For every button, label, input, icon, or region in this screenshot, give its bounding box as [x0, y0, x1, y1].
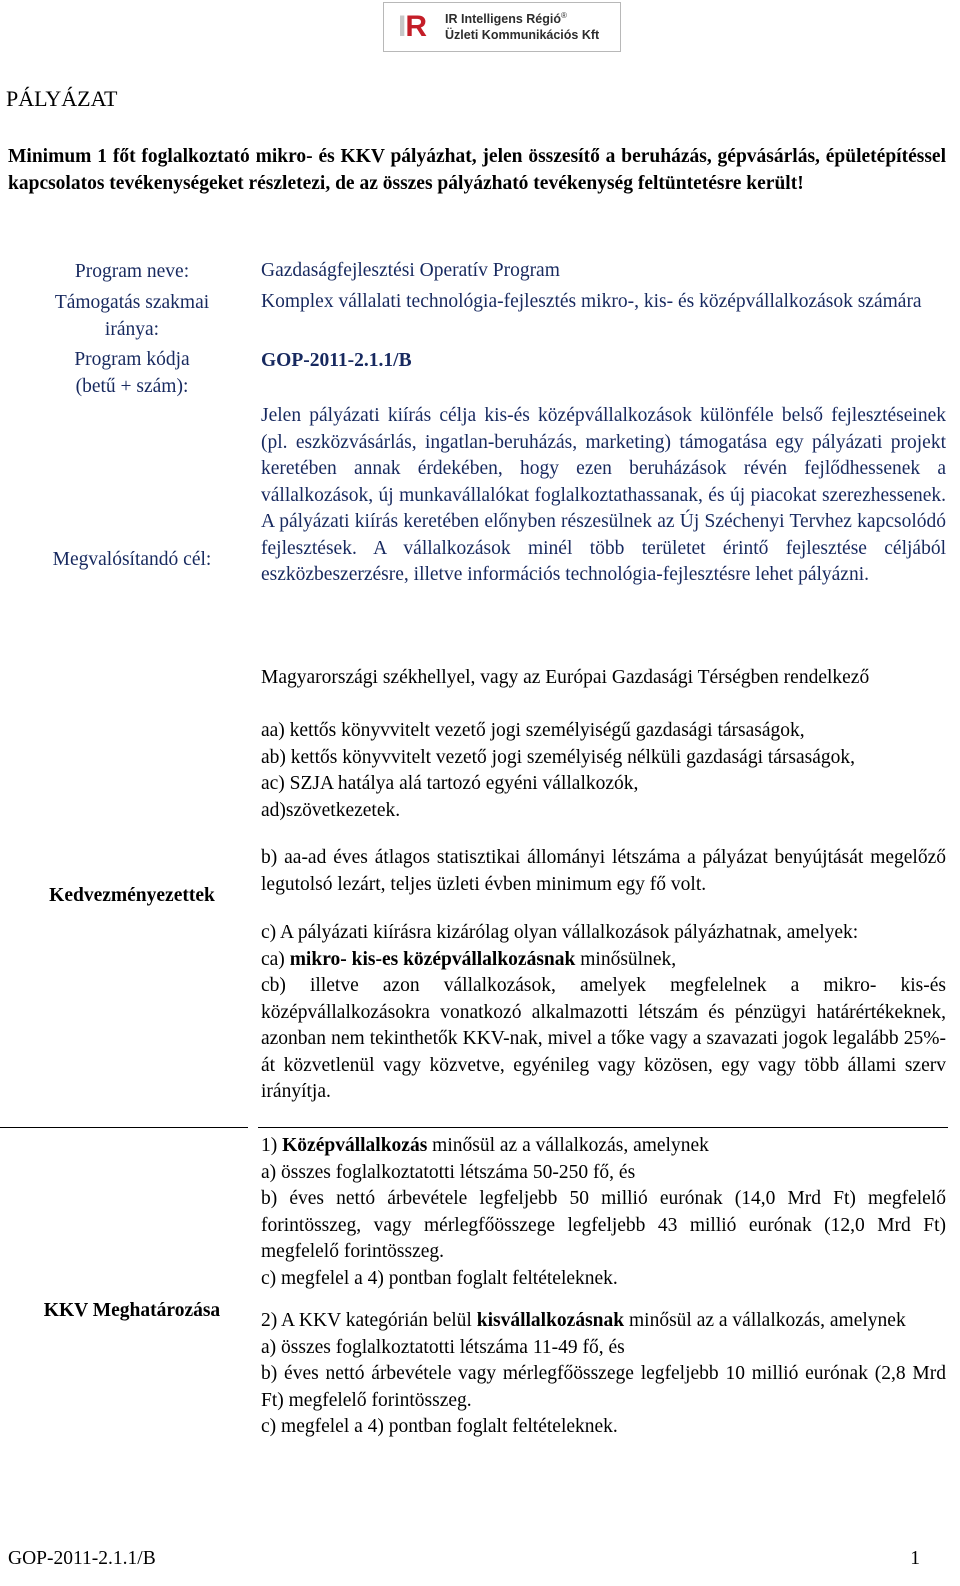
page-heading: PÁLYÁZAT — [6, 86, 118, 111]
direction-label-line1: Támogatás szakmai — [54, 292, 210, 313]
direction-value — [261, 289, 946, 316]
beneficiaries-b — [261, 845, 946, 898]
logo-mark-i: I — [398, 10, 406, 43]
kkv-point2 — [261, 1308, 946, 1441]
program-code-label — [8, 346, 256, 400]
beneficiaries-list — [261, 718, 946, 824]
direction-label-line2: iránya: — [104, 319, 160, 340]
logo-line1 — [445, 11, 567, 26]
direction-label — [8, 289, 256, 343]
footer-code: GOP-2011-2.1.1/B — [8, 1548, 156, 1569]
table-divider-left — [0, 1127, 248, 1128]
intro-notice: Minimum 1 főt foglalkoztató mikro- és KKV pályázhat, jelen összesítő a beruházás, gépvásárlás, épületépítéssel kapcsolatos tevékenységeket részletezi, de az összes pályázható tevékenység feltüntetésre került! — [8, 146, 946, 194]
program-name-label: Program neve: — [74, 261, 190, 282]
kkv-p2-bold: kisvállalkozásnak — [476, 1310, 625, 1331]
page-number: 1 — [910, 1548, 920, 1569]
kkv-p1-head — [261, 1133, 946, 1160]
logo-line2: Üzleti Kommunikációs Kft — [445, 28, 600, 42]
beneficiary-item: aa) kettős könyvvitelt vezető jogi személyiségű gazdasági társaságok, — [261, 720, 805, 741]
goal-value-text: Jelen pályázati kiírás célja kis-és középvállalkozások különféle belső fejlesztéseinek (pl. eszközvásárlás, ingatlan-beruházás, marketing) támogatása egy pályázati projekt keretében annak érdekében, hogy ezen beruházások révén fejlődhessenek a vállalkozások, új munkavállalókat foglalkoztathassanak, és új piacokat szerezhessenek. A pályázati kiírás keretében előnyben részesülnek az Új Széchenyi Tervhez kapcsolódó fejlesztések. A vállalkozások minél több területet érintő fejlesztése céljából eszközbeszerzésre, illetve információs technológia-fejlesztésre lehet pályázni. — [261, 405, 946, 585]
kkv-p2-a: a) összes foglalkoztatotti létszáma 11-49 fő, és — [261, 1336, 625, 1358]
kkv-p1-c: c) megfelel a 4) pontban foglalt feltételeknek. — [261, 1267, 618, 1289]
registered-mark: ® — [561, 11, 567, 20]
ca-prefix: ca) — [261, 948, 290, 970]
kkv-p2-b: b) éves nettó árbevétele vagy mérlegfőösszege legfeljebb 10 millió eurónak (2,8 Mrd Ft) megfelelő forintösszeg. — [261, 1363, 946, 1411]
kkv-p2-head — [261, 1308, 946, 1335]
ca-bold: mikro- kis-es középvállalkozásnak — [289, 948, 576, 970]
kkv-point1 — [261, 1133, 946, 1292]
logo-mark-r: R — [405, 10, 427, 43]
beneficiaries-intro — [261, 665, 946, 692]
beneficiaries-ca — [261, 947, 946, 974]
beneficiary-item: ad)szövetkezetek. — [261, 799, 401, 821]
direction-value-text: Komplex vállalati technológia-fejlesztés mikro-, kis- és középvállalkozások számára — [261, 291, 922, 312]
kkv-p2-suffix: minősül az a vállalkozás, amelynek — [624, 1310, 906, 1331]
beneficiaries-cb: cb) illetve azon vállalkozások, amelyek megfelelnek a mikro- kis-és középvállalkozásokra vonatkozó alkalmazotti létszám és pénzügyi határértékeknek, azonban nem tekinthetők KKV-nak, mivel a tőke vagy a szavazati jogok legalább 25%-át közvetlenül vagy közvetve, egyénileg vagy közösen, egy vagy több állami szerv irányítja. — [261, 975, 946, 1102]
goal-label: Megvalósítandó cél: — [52, 549, 212, 570]
company-logo — [383, 2, 621, 52]
kkv-p1-suffix: minősül az a vállalkozás, amelynek — [427, 1135, 709, 1156]
kkv-p1-a: a) összes foglalkoztatotti létszáma 50-250 fő, és — [261, 1161, 636, 1183]
logo-mark — [398, 9, 426, 45]
beneficiaries-c — [261, 920, 946, 1106]
ca-suffix: minősülnek, — [575, 948, 677, 970]
beneficiaries-b-text: b) aa-ad éves átlagos statisztikai állományi létszáma a pályázat benyújtását megelőző legutolsó lezárt, teljes üzleti évben minimum egy fő volt. — [261, 847, 946, 895]
kkv-p1-prefix: 1) — [261, 1135, 283, 1156]
kkv-p1-b: b) éves nettó árbevétele legfeljebb 50 millió eurónak (14,0 Mrd Ft) megfelelő forintösszeg, vagy mérlegfőösszege legfeljebb 43 millió eurónak (12,0 Mrd Ft) megfelelő forintösszeg. — [261, 1188, 946, 1262]
goal-value — [261, 403, 946, 589]
beneficiary-item: ac) SZJA hatálya alá tartozó egyéni vállalkozók, — [261, 773, 639, 794]
program-code-label-line2: (betű + szám): — [75, 376, 189, 397]
kkv-p1-bold: Középvállalkozás — [282, 1135, 428, 1156]
beneficiaries-c-intro: c) A pályázati kiírásra kizárólag olyan vállalkozások pályázhatnak, amelyek: — [261, 922, 859, 943]
beneficiaries-label: Kedvezményezettek — [49, 885, 215, 906]
program-code-label-line1: Program kódja — [74, 349, 190, 370]
table-divider-right — [258, 1127, 948, 1128]
kkv-p2-prefix: 2) A KKV kategórián belül — [261, 1310, 477, 1331]
beneficiaries-intro-text: Magyarországi székhellyel, vagy az Európai Gazdasági Térségben rendelkező — [261, 667, 870, 688]
kkv-p2-c: c) megfelel a 4) pontban foglalt feltételeknek. — [261, 1416, 618, 1437]
program-code-value: GOP-2011-2.1.1/B — [261, 350, 412, 371]
kkv-label: KKV Meghatározása — [43, 1300, 221, 1321]
beneficiary-item: ab) kettős könyvvitelt vezető jogi személyiség nélküli gazdasági társaságok, — [261, 746, 856, 768]
program-name-value: Gazdaságfejlesztési Operatív Program — [261, 260, 560, 281]
logo-name: IR Intelligens Régió — [445, 12, 561, 27]
